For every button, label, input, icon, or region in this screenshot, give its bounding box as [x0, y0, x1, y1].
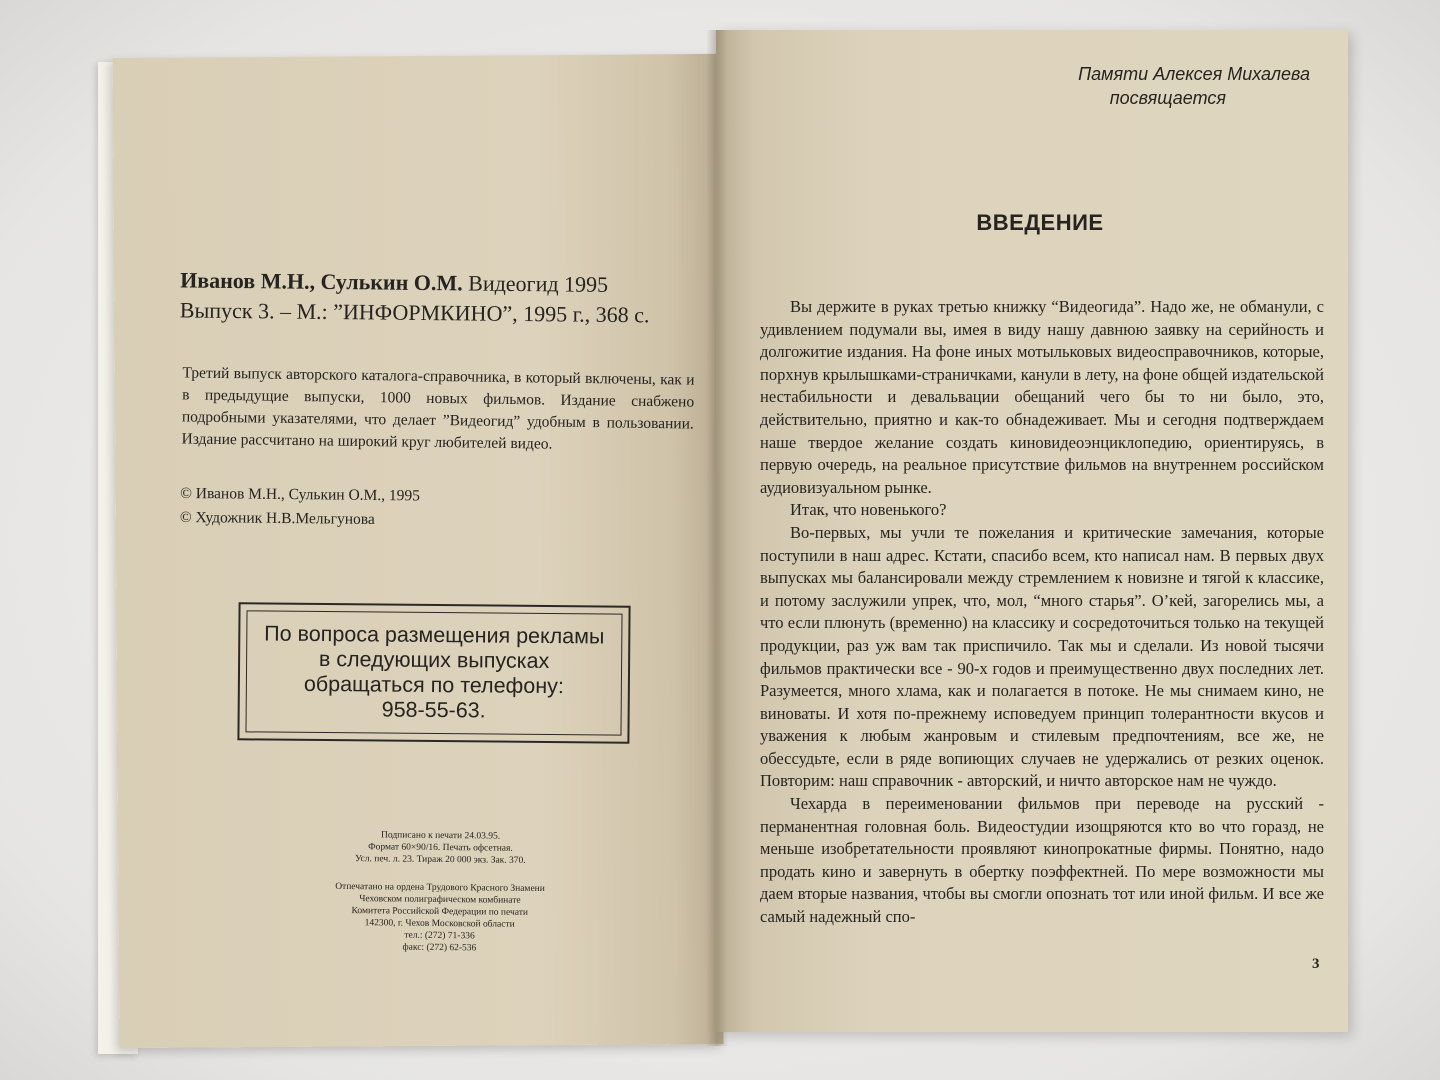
imprint [289, 828, 590, 955]
advertising-box [237, 602, 630, 743]
book-gutter [706, 30, 728, 1046]
imprint-line: Формат 60×90/16. Печать офсетная. [368, 842, 513, 854]
copyrights [180, 482, 580, 534]
printer-line: Отпечатано на ордена Трудового Красного Знамени [335, 881, 545, 895]
bibliographic-record [180, 265, 671, 330]
dedication-line: посвящается [1109, 88, 1226, 108]
copyright-artist: © Художник Н.В.Мельгунова [179, 508, 375, 528]
imprint-line: Усл. печ. л. 23. Тираж 20 000 экз. Зак. 370. [354, 854, 526, 866]
ad-phone: 958-55-63. [381, 697, 486, 723]
ad-line: обращаться по телефону: [303, 671, 564, 699]
ad-line: в следующих выпусках [318, 646, 550, 674]
printer-line: 142300, г. Чехов Московской области [364, 918, 515, 930]
page-number: 3 [1312, 956, 1320, 972]
dedication [960, 62, 1310, 110]
copyright-authors: © Иванов М.Н., Сулькин О.М., 1995 [180, 484, 421, 505]
advertising-box-inner [245, 610, 622, 735]
issue-line: Выпуск 3. – М.: ”ИНФОРМКИНО”, 1995 г., 368 с. [179, 297, 650, 328]
paragraph: Чехарда в переименовании фильмов при переводе на русский - перманентная головная боль. Видеостудии изощряются кто во что горазд, не меньше изобретательности проявляют кинопрокатные фирмы. Понятно, надо продать кино и завернуть в обертку поэффектней. По мере возможности мы даем вторые названия, чтобы вы смогли опознать тот или иной фильм. И все же самый надежный спо- [760, 794, 1324, 927]
body-text [760, 296, 1324, 929]
dedication-line: Памяти Алексея Михалева [1078, 64, 1310, 84]
ad-line: По вопроса размещения рекламы [264, 621, 605, 649]
title-year: Видеогид 1995 [462, 270, 609, 297]
printer-line: Комитета Российской Федерации по печати [351, 906, 529, 918]
paragraph: Во-первых, мы учли те пожелания и критические замечания, которые поступили в наш адрес. Кстати, спасибо всем, кто написал нам. В первых двух выпусках мы балансировали между стремлением к новизне и тягой к классике, и потому заслужили упрек, что, мол, “много старья”. О’кей, загорелись мы, а что если плюнуть (временно) на классику и сосредоточиться только на текущей продукции, раз уж вам так приспичило. Так мы и сделали. Из новой тысячи фильмов практически все - 90-х годов и преимущественно двух последних лет. Разумеется, много хлама, как и полагается в потоке. Не мы снимаем кино, не виноваты. И хотя по-прежнему исповедуем принцип толерантности вкусов и уважения к любым жанровым и стилевым предпочтениям, все же, не обессудьте, если в ряде вопиющих случаев не удержались от резких оценок. Повторим: наш справочник - авторский, и ничто авторское нам не чуждо. [760, 522, 1324, 791]
printer-fax: факс: (272) 62-536 [402, 942, 477, 954]
printer-line: Чеховском полиграфическом комбинате [359, 894, 521, 906]
printer-phone: тел.: (272) 71-336 [404, 930, 475, 942]
paragraph: Вы держите в руках третью книжку “Видеогида”. Надо же, не обманули, с удивлением подумали вы, имея в виду нашу давнюю заявку на серийность и долгожитие издания. На фоне иных мотыльковых видеосправочников, которые, порхнув крылышками-страничками, канули в лету, на фоне общей издательской нестабильности и девальвации обещаний чего бы то ни было, это, действительно, приятно и как-то обнадеживает. Мы и сегодня подтверждаем наше твердое желание создать киновидеоэнциклопедию, ориентируясь, в первую очередь, на реальное присутствие фильмов на внутреннем российском аудиовизуальном рынке. [760, 297, 1324, 497]
annotation: Третий выпуск авторского каталога-справочника, в который включены, как и в предыдущие выпуски, 1000 новых фильмов. Издание снабжено подробными указателями, что делает ”Видеогид” удобным в пользовании. Издание рассчитано на широкий круг любителей видео. [181, 364, 695, 453]
imprint-line: Подписано к печати 24.03.95. [380, 830, 501, 842]
chapter-heading: ВВЕДЕНИЕ [976, 210, 1104, 235]
authors: Иванов М.Н., Сулькин О.М. [180, 267, 463, 296]
paragraph: Итак, что новенького? [790, 500, 947, 520]
